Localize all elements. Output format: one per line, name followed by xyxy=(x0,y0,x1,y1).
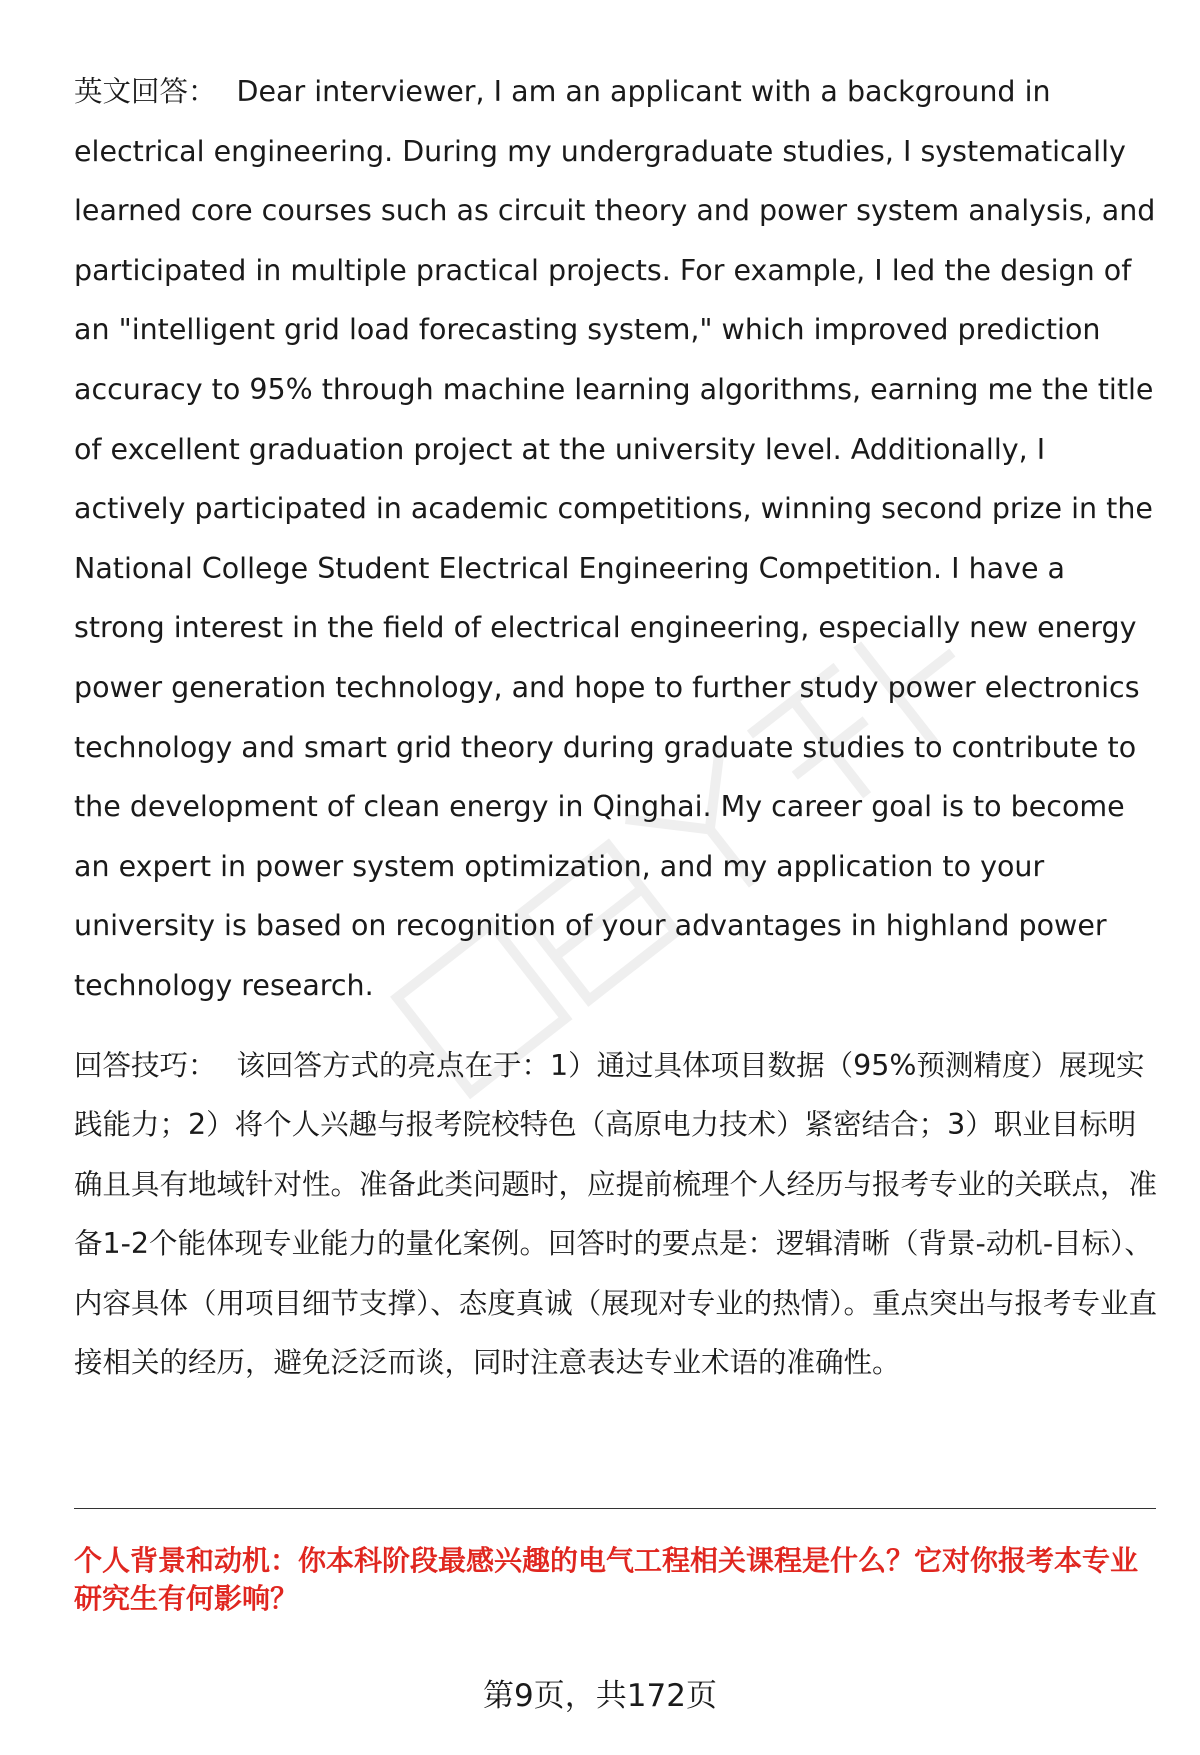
section-divider xyxy=(74,1508,1156,1509)
next-question-heading: 个人背景和动机：你本科阶段最感兴趣的电气工程相关课程是什么？它对你报考本专业研究生有何影响？ xyxy=(74,1544,1139,1615)
english-answer-text: Dear interviewer, I am an applicant with a background in electrical engineering. During my undergraduate studies, I systematically learned core courses such as circuit theory and power system analysis, and participated in multiple practical projects. For example, I led the design of an "intelligent grid load forecasting system," which improved prediction accuracy to 95% through machine learning algorithms, earning me the title of excellent graduation project at the university level. Additionally, I actively participated in academic competitions, winning second prize in the National College Student Electrical Engineering Competition. I have a strong interest in the field of electrical engineering, especially new energy power generation technology, and hope to further study power electronics technology and smart grid theory during graduate studies to contribute to the development of clean energy in Qinghai. My career goal is to become an expert in power system optimization, and my application to your university is based on recognition of your advantages in highland power technology research. xyxy=(74,75,1156,1002)
page-body xyxy=(74,62,1159,1393)
answer-tips-text: 该回答方式的亮点在于：1）通过具体项目数据（95%预测精度）展现实践能力；2）将个人兴趣与报考院校特色（高原电力技术）紧密结合；3）职业目标明确且具有地域针对性。准备此类问题时，应提前梳理个人经历与报考专业的关联点，准备1-2个能体现专业能力的量化案例。回答时的要点是：逻辑清晰（背景-动机-目标）、内容具体（用项目细节支撑）、态度真诚（展现对专业的热情）。重点突出与报考专业直接相关的经历，避免泛泛而谈，同时注意表达专业术语的准确性。 xyxy=(74,1048,1158,1380)
english-answer-label: 英文回答： xyxy=(74,75,217,108)
english-answer-paragraph xyxy=(74,62,1159,1016)
page-number-footer: 第9页，共172页 xyxy=(483,1678,717,1714)
answer-tips-paragraph xyxy=(74,1036,1159,1394)
answer-tips-label: 回答技巧： xyxy=(74,1048,217,1082)
